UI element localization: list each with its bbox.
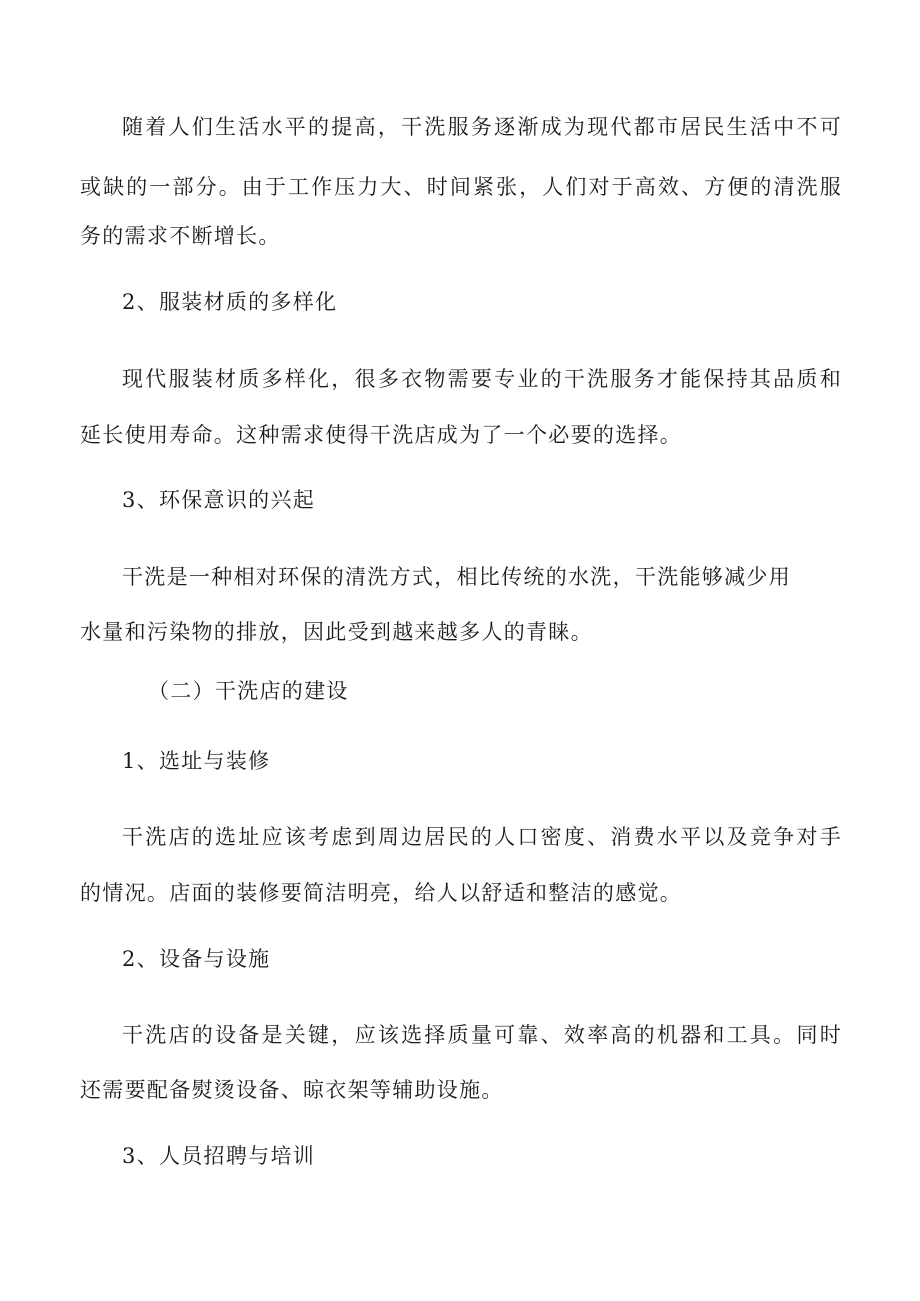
heading-material-diversity: 2、服装材质的多样化 <box>122 290 338 314</box>
paragraph-3-line-1: 干洗是一种相对环保的清洗方式，相比传统的水洗，干洗能够减少用 <box>122 565 791 589</box>
paragraph-4-line-2: 的情况。店面的装修要简洁明亮，给人以舒适和整洁的感觉。 <box>80 881 683 905</box>
paragraph-4-line-1: 干洗店的选址应该考虑到周边居民的人口密度、消费水平以及竞争对手 <box>122 825 842 849</box>
heading-site-decoration: 1、选址与装修 <box>122 749 271 773</box>
heading-staff-recruitment: 3、人员招聘与培训 <box>122 1144 316 1168</box>
paragraph-1-line-1: 随着人们生活水平的提高，干洗服务逐渐成为现代都市居民生活中不可 <box>122 115 842 139</box>
paragraph-3-line-2: 水量和污染物的排放，因此受到越来越多人的青睐。 <box>80 620 593 644</box>
paragraph-2-line-2: 延长使用寿命。这种需求使得干洗店成为了一个必要的选择。 <box>80 423 683 447</box>
paragraph-5-line-1: 干洗店的设备是关键，应该选择质量可靠、效率高的机器和工具。同时 <box>122 1023 842 1047</box>
paragraph-1-line-2: 或缺的一部分。由于工作压力大、时间紧张，人们对于高效、方便的清洗服 <box>80 175 842 199</box>
paragraph-5-line-2: 还需要配备熨烫设备、晾衣架等辅助设施。 <box>80 1078 504 1102</box>
paragraph-2-line-1: 现代服装材质多样化，很多衣物需要专业的干洗服务才能保持其品质和 <box>122 367 842 391</box>
heading-equipment-facilities: 2、设备与设施 <box>122 947 271 971</box>
section-heading-store-construction: （二）干洗店的建设 <box>148 679 349 703</box>
paragraph-1-line-3: 务的需求不断增长。 <box>80 224 281 248</box>
heading-eco-awareness: 3、环保意识的兴起 <box>122 488 316 512</box>
